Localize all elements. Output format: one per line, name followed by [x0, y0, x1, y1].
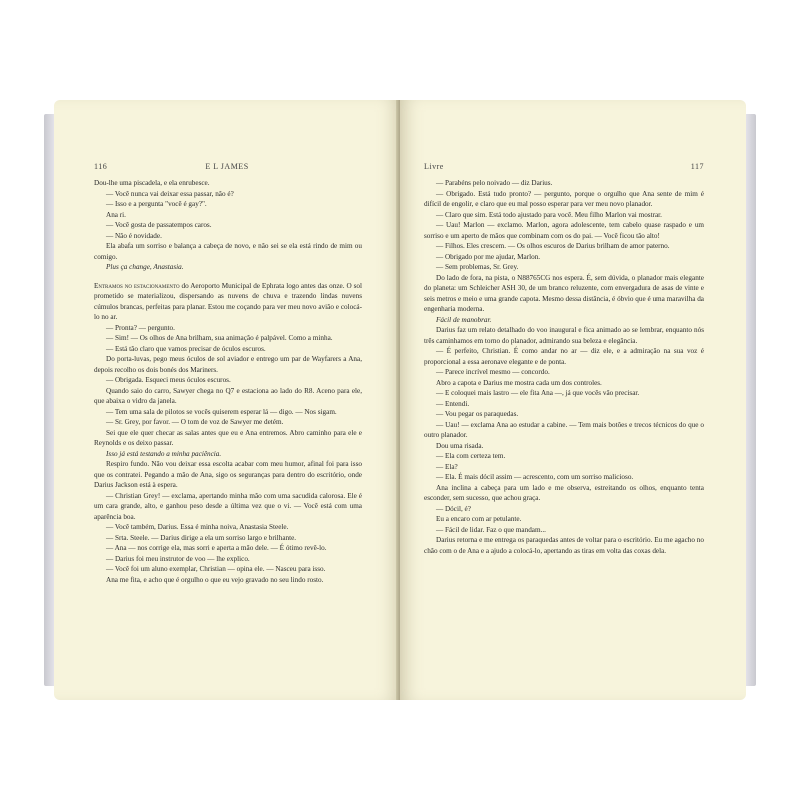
paragraph: — Você foi um aluno exemplar, Christian — opina ele. — Nasceu para isso.	[106, 565, 326, 573]
section-opening-paragraph	[94, 281, 362, 323]
paragraph: — Dócil, é?	[436, 504, 471, 513]
paragraph: Dou uma risada.	[436, 441, 484, 450]
paragraph: — Filhos. Eles crescem. — Os olhos escuros de Darius brilham de amor paterno.	[436, 242, 670, 250]
paragraph: — Você também, Darius. Essa é minha noiva, Anastasia Steele.	[106, 523, 289, 531]
paragraph: Ana me fita, e acho que é orgulho o que eu vejo gravado no seu lindo rosto.	[106, 575, 324, 584]
paragraph: — Pronta? — pergunto.	[106, 323, 175, 332]
paragraph: — Ela. É mais dócil assim — acrescento, com um sorriso malicioso.	[436, 473, 634, 481]
paragraph: — Sem problemas, Sr. Grey.	[436, 263, 519, 271]
section-opening-rest: do Aeroporto Municipal de Ephrata logo antes das onze. O sol prometido se materializou, dispersando as nuvens de chuva e trazendo lindas nuvens cúmulos brancas, perfeitas para planar. Estou me coçando para ver meu novo avião e colocá-lo no ar.	[94, 281, 362, 321]
paragraph: Isso já está testando a minha paciência.	[106, 449, 222, 458]
right-page-number: 117	[690, 162, 704, 171]
left-page	[54, 100, 400, 700]
left-running-head: E L JAMES	[205, 162, 249, 171]
paragraph: — Está tão claro que vamos precisar de óculos escuros.	[106, 344, 266, 353]
paragraph: Plus ça change, Anastasia.	[106, 263, 184, 271]
paragraph: Ana inclina a cabeça para um lado e me observa, estreitando os olhos, enquanto tenta esconder, sem sucesso, que achou graça.	[424, 483, 704, 502]
paragraph: Do lado de fora, na pista, o N88765CG nos espera. É, sem dúvida, o planador mais elegante do planeta: um Schleicher ASH 30, de um branco reluzente, com envergadura de asas de vinte e seis metros e meio e uma grande capota. Mesmo dessa distância, é óbvio que é uma maravilha da engenharia moderna.	[424, 273, 704, 313]
paragraph: — Você nunca vai deixar essa passar, não é?	[106, 189, 234, 198]
paragraph: Do porta-luvas, pego meus óculos de sol aviador e entrego um par de Wayfarers a Ana, depois recolho os dois bonés dos Mariners.	[94, 355, 362, 374]
right-running-head: Livre	[424, 162, 444, 171]
left-page-number: 116	[94, 162, 108, 171]
paragraph: Ela abafa um sorriso e balança a cabeça de novo, e não sei se ela está rindo de mim ou comigo.	[94, 242, 362, 261]
paragraph: — Não é novidade.	[106, 231, 162, 240]
paragraph: — Claro que sim. Está todo ajustado para você. Meu filho Marlon vai mostrar.	[436, 210, 662, 219]
paragraph: Fácil de manobrar.	[436, 315, 492, 324]
paragraph: — Obrigado por me ajudar, Marlon.	[436, 252, 541, 261]
right-page-text	[424, 178, 704, 556]
paragraph: — Ela com certeza tem.	[436, 452, 506, 460]
left-page-text	[94, 178, 362, 585]
paragraph: Eu a encaro com ar petulante.	[436, 515, 522, 523]
paragraph: Sei que ele quer checar as salas antes que eu e Ana entremos. Abro caminho para ele e Reynolds e os deixo passar.	[94, 428, 362, 447]
paragraph: — Você gosta de passatempos caros.	[106, 221, 212, 229]
paragraph: — Ela?	[436, 462, 458, 471]
paragraph: — Obrigado. Está tudo pronto? — pergunto, porque o orgulho que Ana sente de mim é difícil de engolir, e claro que eu mal posso esperar para ver meu novo planador.	[424, 189, 704, 208]
paragraph: Abro a capota e Darius me mostra cada um dos controles.	[436, 378, 602, 387]
paragraph: — Sim! — Os olhos de Ana brilham, sua animação é palpável. Como a minha.	[106, 334, 333, 342]
paragraph: — Fácil de lidar. Faz o que mandam...	[436, 525, 546, 534]
paragraph: — Tem uma sala de pilotos se vocês quiserem esperar lá — digo. — Nos sigam.	[106, 407, 337, 416]
open-book	[44, 100, 756, 700]
right-page	[400, 100, 746, 700]
paragraph: Ana ri.	[106, 210, 126, 219]
paragraph: — Darius foi meu instrutor de voo — lhe explico.	[106, 554, 250, 563]
paragraph: — Sr. Grey, por favor. — O tom de voz de Sawyer me detém.	[106, 418, 284, 426]
paragraph: Respiro fundo. Não vou deixar essa escolta acabar com meu humor, afinal foi para isso que os contratei. Pegando a mão de Ana, sigo os seguranças para dentro do escritório, onde Darius Jackson está à espera.	[94, 460, 362, 489]
paragraph: — Entendi.	[436, 399, 470, 408]
paragraph: — Christian Grey! — exclama, apertando minha mão com uma sacudida calorosa. Ele é um cara grande, alto, e ganhou peso desde a última vez que o vi. — Você está com uma aparência boa.	[94, 491, 362, 521]
paragraph: — E coloquei mais lastro — ele fita Ana —, já que vocês vão precisar.	[436, 389, 640, 397]
paragraph: — Obrigada. Esqueci meus óculos escuros.	[106, 376, 231, 384]
paragraph: — Parabéns pelo noivado — diz Darius.	[436, 179, 553, 187]
paragraph: — Srta. Steele. — Darius dirige a ela um sorriso largo e brilhante.	[106, 533, 297, 542]
section-opening: Entramos no estacionamento	[94, 281, 180, 290]
paragraph: — Isso e a pergunta "você é gay?".	[106, 200, 207, 208]
paragraph: — Ana — nos corrige ela, mas sorri e aperta a mão dele. — É ótimo revê-lo.	[106, 544, 327, 552]
paragraph: Darius faz um relato detalhado do voo inaugural e fica animado ao se lembrar, enquanto nós três caminhamos em torno do planador, admirando sua beleza e elegância.	[424, 326, 704, 345]
paragraph: Dou-lhe uma piscadela, e ela enrubesce.	[94, 179, 210, 187]
paragraph: — É perfeito, Christian. É como andar no ar — diz ele, e a admiração na sua voz é proporcional a essa aeronave elegante e de ponta.	[424, 347, 704, 366]
paragraph: — Vou pegar os paraquedas.	[436, 410, 519, 418]
paragraph: Darius retorna e me entrega os paraquedas antes de voltar para o escritório. Eu me agacho no chão com o de Ana e a ajudo a colocá-lo, apertando as tiras em volta das coxas dela.	[424, 536, 704, 555]
paragraph: — Uau! — exclama Ana ao estudar a cabine. — Tem mais botões e trecos técnicos do que o outro planador.	[424, 420, 704, 439]
paragraph: Quando saio do carro, Sawyer chega no Q7 e estaciona ao lado do R8. Aceno para ele, que abaixa o vidro da janela.	[94, 386, 362, 405]
paragraph: — Uau! Marlon — exclamo. Marlon, agora adolescente, tem cabelo quase raspado e um sorriso e um aperto de mãos que combinam com os do pai. — Você ficou tão alto!	[424, 221, 704, 240]
paragraph: — Parece incrível mesmo — concordo.	[436, 368, 550, 376]
